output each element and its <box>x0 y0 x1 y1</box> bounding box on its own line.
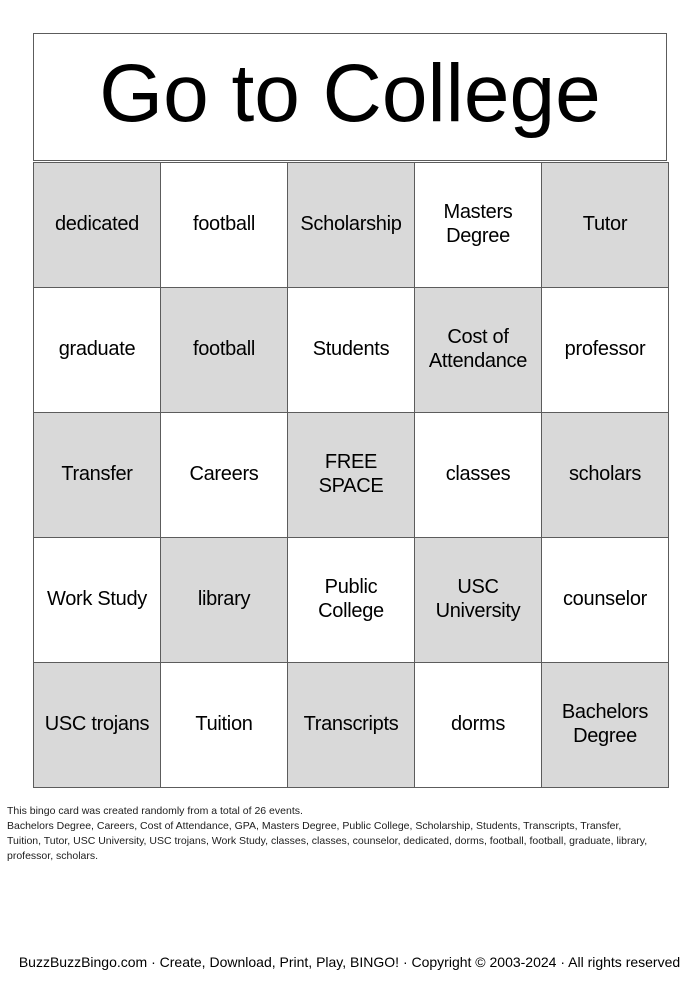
footer-text: BuzzBuzzBingo.com · Create, Download, Print, Play, BINGO! · Copyright © 2003-2024 · All rights reserved <box>18 954 681 970</box>
bingo-cell[interactable]: Students <box>288 288 415 413</box>
bingo-cell[interactable]: Masters Degree <box>415 163 542 288</box>
bingo-cell[interactable]: Transfer <box>34 413 161 538</box>
bingo-cell[interactable]: scholars <box>542 413 669 538</box>
bingo-grid <box>33 162 669 788</box>
bingo-cell[interactable]: graduate <box>34 288 161 413</box>
bingo-cell[interactable]: Work Study <box>34 538 161 663</box>
bingo-cell[interactable]: Scholarship <box>288 163 415 288</box>
bingo-row <box>34 538 669 663</box>
bingo-cell[interactable]: Transcripts <box>288 663 415 788</box>
bingo-cell[interactable]: Public College <box>288 538 415 663</box>
bingo-cell[interactable]: library <box>161 538 288 663</box>
bingo-cell[interactable]: classes <box>415 413 542 538</box>
bingo-row <box>34 288 669 413</box>
bingo-cell[interactable]: Careers <box>161 413 288 538</box>
fine-print-events: Bachelors Degree, Careers, Cost of Attendance, GPA, Masters Degree, Public College, Scholarship, Students, Transcripts, Transfer, Tuition, Tutor, USC University, USC trojans, Work Study, classes, classes, counselor, dedicated, dorms, football, football, graduate, library, professor, scholars. <box>7 820 648 862</box>
bingo-cell[interactable]: USC trojans <box>34 663 161 788</box>
card-title: Go to College <box>99 48 601 139</box>
bingo-cell[interactable]: professor <box>542 288 669 413</box>
bingo-cell[interactable]: dorms <box>415 663 542 788</box>
bingo-cell[interactable]: dedicated <box>34 163 161 288</box>
bingo-cell[interactable]: Cost of Attendance <box>415 288 542 413</box>
bingo-row <box>34 413 669 538</box>
bingo-cell[interactable]: counselor <box>542 538 669 663</box>
bingo-cell[interactable]: football <box>161 288 288 413</box>
card-title-box <box>33 33 667 161</box>
bingo-row <box>34 663 669 788</box>
fine-print <box>7 804 657 864</box>
bingo-cell[interactable]: Tuition <box>161 663 288 788</box>
fine-print-intro: This bingo card was created randomly from a total of 26 events. <box>7 805 303 817</box>
bingo-row <box>34 163 669 288</box>
bingo-cell[interactable]: Bachelors Degree <box>542 663 669 788</box>
bingo-cell[interactable]: football <box>161 163 288 288</box>
free-space-cell[interactable]: FREE SPACE <box>288 413 415 538</box>
bingo-cell[interactable]: Tutor <box>542 163 669 288</box>
bingo-cell[interactable]: USC University <box>415 538 542 663</box>
